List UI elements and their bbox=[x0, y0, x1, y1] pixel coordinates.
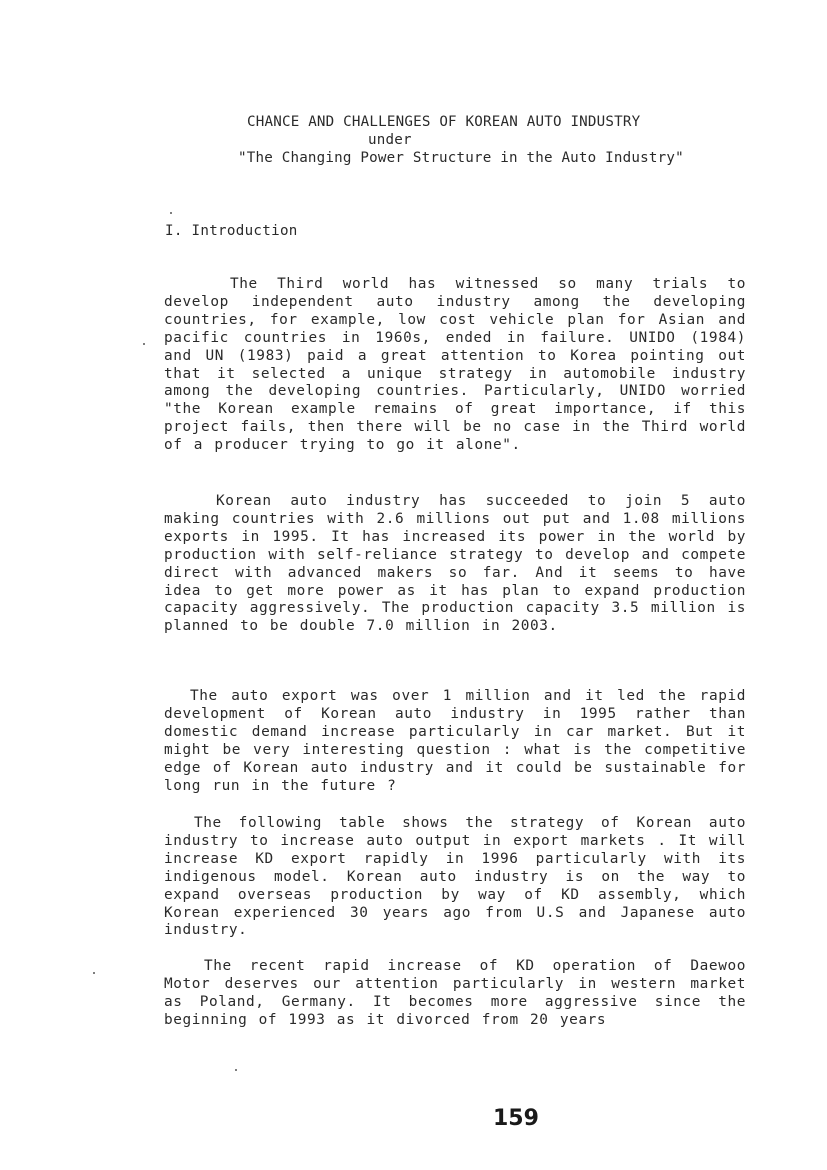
page-number: 159 bbox=[493, 1106, 539, 1131]
title-connector: under bbox=[368, 132, 412, 148]
section-heading-introduction: I. Introduction bbox=[165, 223, 298, 239]
scan-speck bbox=[143, 343, 145, 345]
paragraph-2-text: Korean auto industry has succeeded to join 5 auto making countries with 2.6 millions out put and 1.08 millions exports in 1995. It has increased its power in the world by production with self-reliance strategy to develop and compete direct with advanced makers so far. And it seems to have idea to get more power as it has plan to expand production capacity aggressively. The production capacity 3.5 million is planned to be double 7.0 million in 2003. bbox=[164, 493, 746, 635]
paragraph-5 bbox=[164, 958, 746, 1030]
paragraph-4-text: The following table shows the strategy of Korean auto industry to increase auto output in export markets . It will increase KD export rapidly in 1996 particularly with its indigenous model. Korean auto industry is on the way to expand overseas production by way of KD assembly, which Korean experienced 30 years ago from U.S and Japanese auto industry. bbox=[164, 815, 746, 939]
paragraph-1-text: The Third world has witnessed so many trials to develop independent auto industry among the developing countries, for example, low cost vehicle plan for Asian and pacific countries in 1960s, ended in failure. UNIDO (1984) and UN (1983) paid a great attention to Korea pointing out that it selected a unique strategy in automobile industry among the developing countries. Particularly, UNIDO worried "the Korean example remains of great importance, if this project fails, then there will be no case in the Third world of a producer trying to go it alone". bbox=[164, 276, 746, 454]
title-subtitle: "The Changing Power Structure in the Auto Industry" bbox=[238, 150, 684, 166]
paragraph-2 bbox=[164, 493, 746, 636]
paragraph-3 bbox=[164, 688, 746, 795]
scan-speck bbox=[93, 972, 95, 974]
scan-speck bbox=[170, 212, 172, 214]
title-main: CHANCE AND CHALLENGES OF KOREAN AUTO INDUSTRY bbox=[247, 114, 641, 130]
paragraph-4 bbox=[164, 815, 746, 940]
paragraph-1 bbox=[164, 276, 746, 455]
scan-speck bbox=[235, 1069, 237, 1071]
paragraph-3-text: The auto export was over 1 million and it led the rapid development of Korean auto industry in 1995 rather than domestic demand increase particularly in car market. But it might be very interesting question : what is the competitive edge of Korean auto industry and it could be sustainable for long run in the future ? bbox=[164, 688, 746, 794]
paragraph-5-text: The recent rapid increase of KD operation of Daewoo Motor deserves our attention particularly in western market as Poland, Germany. It becomes more aggressive since the beginning of 1993 as it divorced from 20 years bbox=[164, 958, 746, 1028]
